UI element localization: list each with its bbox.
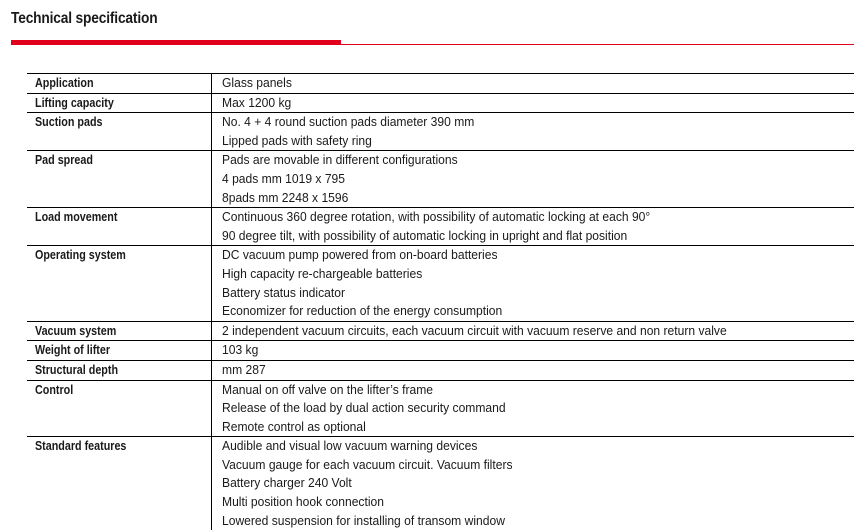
spec-values-cell <box>212 322 854 341</box>
spec-label-cell <box>27 381 212 437</box>
spec-value: Max 1200 kg <box>222 94 292 110</box>
spec-row <box>27 208 854 246</box>
spec-label-cell <box>27 341 212 360</box>
spec-label: Suction pads <box>35 115 103 130</box>
spec-values-cell <box>212 381 854 437</box>
spec-value: Economizer for reduction of the energy consumption <box>222 303 503 319</box>
spec-label: Application <box>35 76 94 90</box>
spec-value: Manual on off valve on the lifter’s frame <box>222 381 434 397</box>
spec-label-cell <box>27 113 212 150</box>
spec-values-cell <box>212 94 854 113</box>
spec-value: 4 pads mm 1019 x 795 <box>222 170 345 186</box>
spec-value: Multi position hook connection <box>222 494 384 510</box>
spec-value: DC vacuum pump powered from on-board batteries <box>222 247 498 263</box>
spec-value: Remote control as optional <box>222 418 366 434</box>
spec-value: No. 4 + 4 round suction pads diameter 390 mm <box>222 114 475 130</box>
spec-row <box>27 151 854 208</box>
spec-row <box>27 246 854 321</box>
spec-value: 103 kg <box>222 342 259 358</box>
spec-value: 8pads mm 2248 x 1596 <box>222 189 349 205</box>
spec-value: Pads are movable in different configurations <box>222 152 458 168</box>
spec-label: Standard features <box>35 439 127 454</box>
spec-values-cell <box>212 361 854 380</box>
spec-row <box>27 94 854 114</box>
spec-values-cell <box>212 341 854 360</box>
spec-label: Load movement <box>35 210 118 225</box>
spec-value: mm 287 <box>222 361 266 377</box>
spec-label-cell <box>27 94 212 113</box>
spec-value: 90 degree tilt, with possibility of automatic locking in upright and flat position <box>222 227 628 243</box>
spec-label-cell <box>27 74 212 93</box>
spec-values-cell <box>212 151 854 207</box>
spec-label-cell <box>27 246 212 320</box>
spec-label: Control <box>35 382 74 397</box>
spec-value: Battery charger 240 Volt <box>222 475 352 491</box>
spec-row <box>27 437 854 530</box>
spec-values-cell <box>212 437 854 530</box>
spec-values-cell <box>212 74 854 93</box>
spec-row <box>27 322 854 342</box>
spec-label-cell <box>27 208 212 245</box>
spec-value: Lipped pads with safety ring <box>222 132 372 148</box>
spec-value: Release of the load by dual action security command <box>222 400 506 416</box>
spec-values-cell <box>212 208 854 245</box>
spec-value: High capacity re-chargeable batteries <box>222 265 423 281</box>
spec-values-cell <box>212 113 854 150</box>
spec-row <box>27 361 854 381</box>
spec-values-cell <box>212 246 854 320</box>
page-title: Technical specification <box>11 10 158 27</box>
spec-table <box>27 73 854 530</box>
spec-row <box>27 113 854 151</box>
spec-value: Battery status indicator <box>222 284 345 300</box>
spec-value: Lowered suspension for installing of transom window <box>222 512 505 528</box>
spec-value: Continuous 360 degree rotation, with possibility of automatic locking at each 90° <box>222 209 651 225</box>
spec-row <box>27 341 854 361</box>
spec-row <box>27 74 854 94</box>
spec-label-cell <box>27 151 212 207</box>
spec-label-cell <box>27 322 212 341</box>
title-accent-bar <box>11 40 341 45</box>
spec-label-cell <box>27 437 212 530</box>
spec-label: Weight of lifter <box>35 343 111 358</box>
spec-value: 2 independent vacuum circuits, each vacuum circuit with vacuum reserve and non return valve <box>222 322 727 338</box>
spec-value: Vacuum gauge for each vacuum circuit. Vacuum filters <box>222 456 513 472</box>
spec-label: Operating system <box>35 248 126 263</box>
spec-label: Lifting capacity <box>35 95 114 110</box>
spec-value: Glass panels <box>222 75 292 90</box>
spec-value: Audible and visual low vacuum warning devices <box>222 438 478 454</box>
spec-label-cell <box>27 361 212 380</box>
spec-label: Pad spread <box>35 153 93 168</box>
spec-row <box>27 381 854 438</box>
spec-label: Structural depth <box>35 362 119 377</box>
spec-label: Vacuum system <box>35 323 117 338</box>
